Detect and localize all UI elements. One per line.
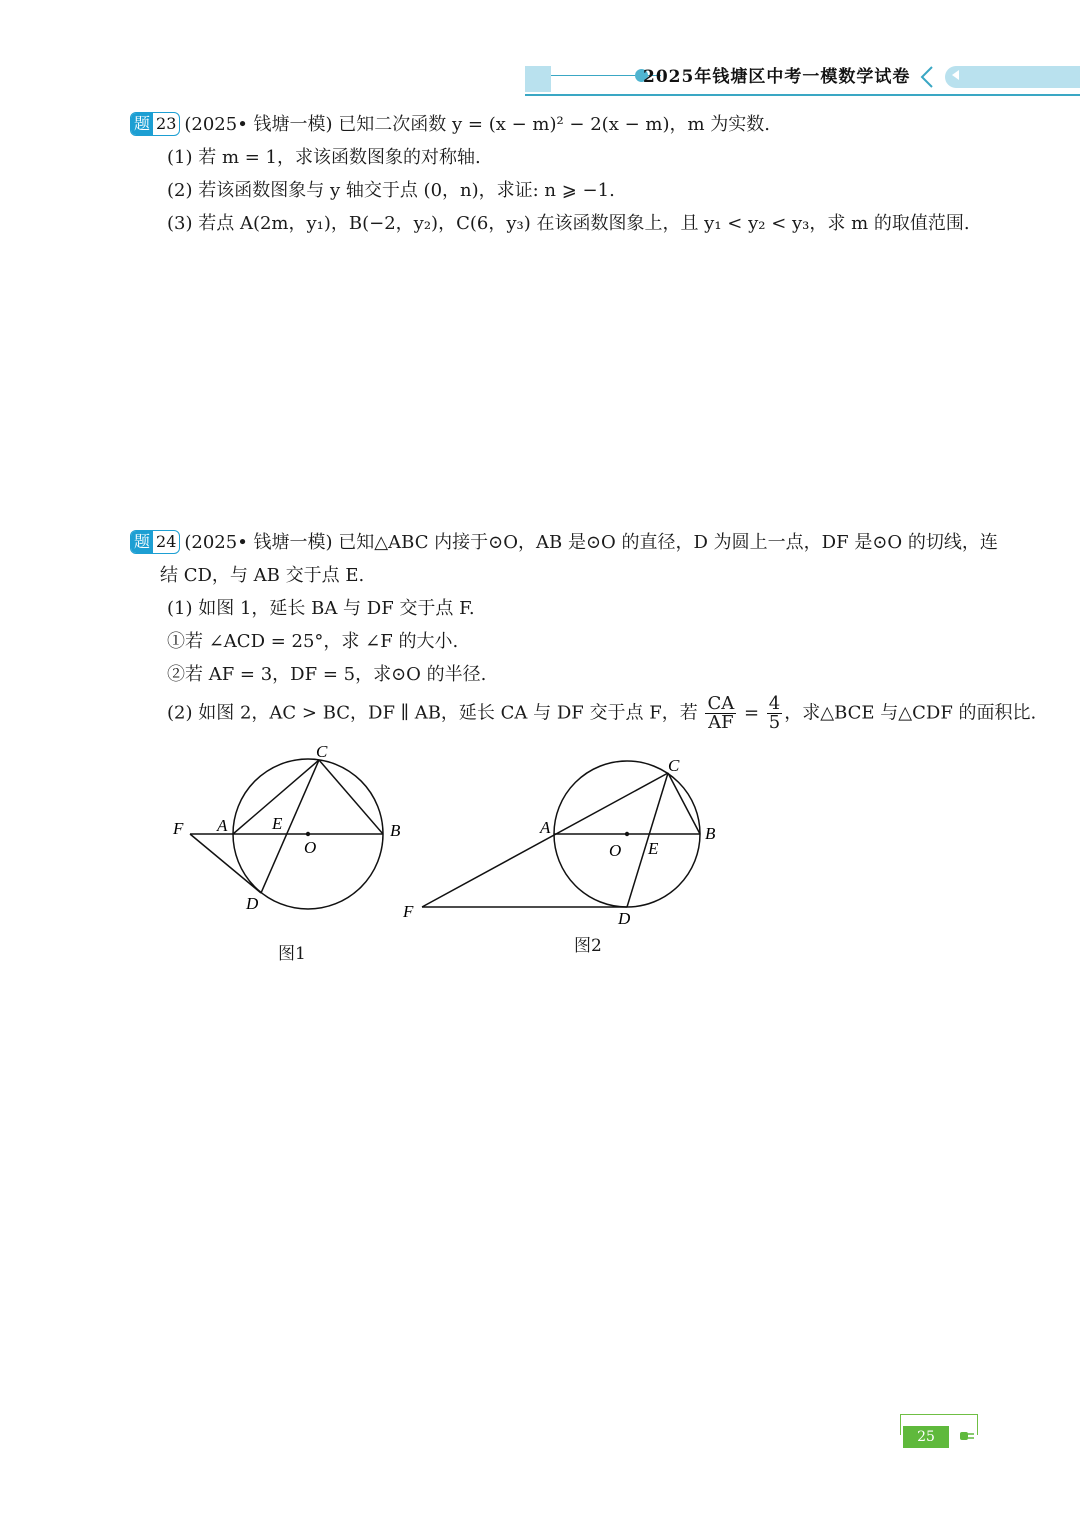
fig2-label-b: B [705, 824, 716, 843]
header-title: 2025年钱塘区中考一模数学试卷 [643, 67, 911, 87]
page-number-box [900, 1414, 980, 1448]
fig2-label-o: O [609, 841, 622, 860]
q24-part1: (1) 如图 1，延长 BA 与 DF 交于点 F. [167, 598, 475, 619]
q23-intro: (2025• 钱塘一模) 已知二次函数 y = (x − m)² − 2(x − m)，m 为实数. [184, 114, 770, 135]
q24-intro-1: (2025• 钱塘一模) 已知△ABC 内接于⊙O，AB 是⊙O 的直径，D 为圆上一点，DF 是⊙O 的切线，连 [184, 532, 998, 553]
ratio-numerator: CA [707, 693, 735, 714]
plug-icon [958, 1429, 978, 1443]
q24-part1a: ①若 ∠ACD = 25°，求 ∠F 的大小. [167, 631, 459, 652]
question-tag-label: 题 [131, 113, 153, 135]
q24-intro-2: 结 CD，与 AB 交于点 E. [160, 565, 365, 586]
fig1-caption: 图1 [278, 944, 306, 964]
fig1-label-o: O [304, 838, 317, 857]
q23-part3: (3) 若点 A(2m，y₁)，B(−2，y₂)，C(6，y₃) 在该函数图象上，且 y₁ < y₂ < y₃，求 m 的取值范围. [167, 213, 970, 234]
fig1-label-f: F [173, 819, 184, 838]
question-tag-label: 题 [131, 531, 153, 553]
value-denominator: 5 [768, 712, 781, 733]
q24-part2-end: ，求△BCE 与△CDF 的面积比. [784, 702, 1037, 724]
question-number: 24 [156, 531, 177, 551]
question-number: 23 [156, 113, 177, 133]
fig1-label-d: D [246, 894, 259, 913]
equals-sign: = [743, 702, 760, 724]
fig2-line-cb [668, 773, 700, 834]
fig2-line-fc [422, 773, 668, 907]
q23-part2: (2) 若该函数图象与 y 轴交于点 (0，n)，求证: n ⩾ −1. [167, 180, 615, 201]
fig2-label-f: F [403, 902, 414, 921]
fig2-center-dot [625, 832, 629, 836]
ratio-denominator: AF [708, 712, 734, 733]
fig1-label-b: B [390, 821, 401, 840]
fig1-label-e: E [272, 814, 283, 833]
fig2-caption: 图2 [574, 936, 602, 956]
fig2-label-c: C [668, 756, 680, 775]
q24-part1b: ②若 AF = 3，DF = 5，求⊙O 的半径. [167, 664, 487, 685]
value-numerator: 4 [768, 693, 781, 714]
q23-part1: (1) 若 m = 1，求该函数图象的对称轴. [167, 147, 481, 168]
fig2-label-e: E [648, 839, 659, 858]
fig2-label-d: D [618, 909, 631, 928]
q24-part2-text: (2) 如图 2，AC > BC，DF ∥ AB，延长 CA 与 DF 交于点 F，若 [167, 702, 698, 724]
page-number: 25 [903, 1426, 949, 1448]
fig1-label-c: C [316, 742, 328, 761]
fig1-label-a: A [217, 816, 228, 835]
fig2-label-a: A [540, 818, 551, 837]
